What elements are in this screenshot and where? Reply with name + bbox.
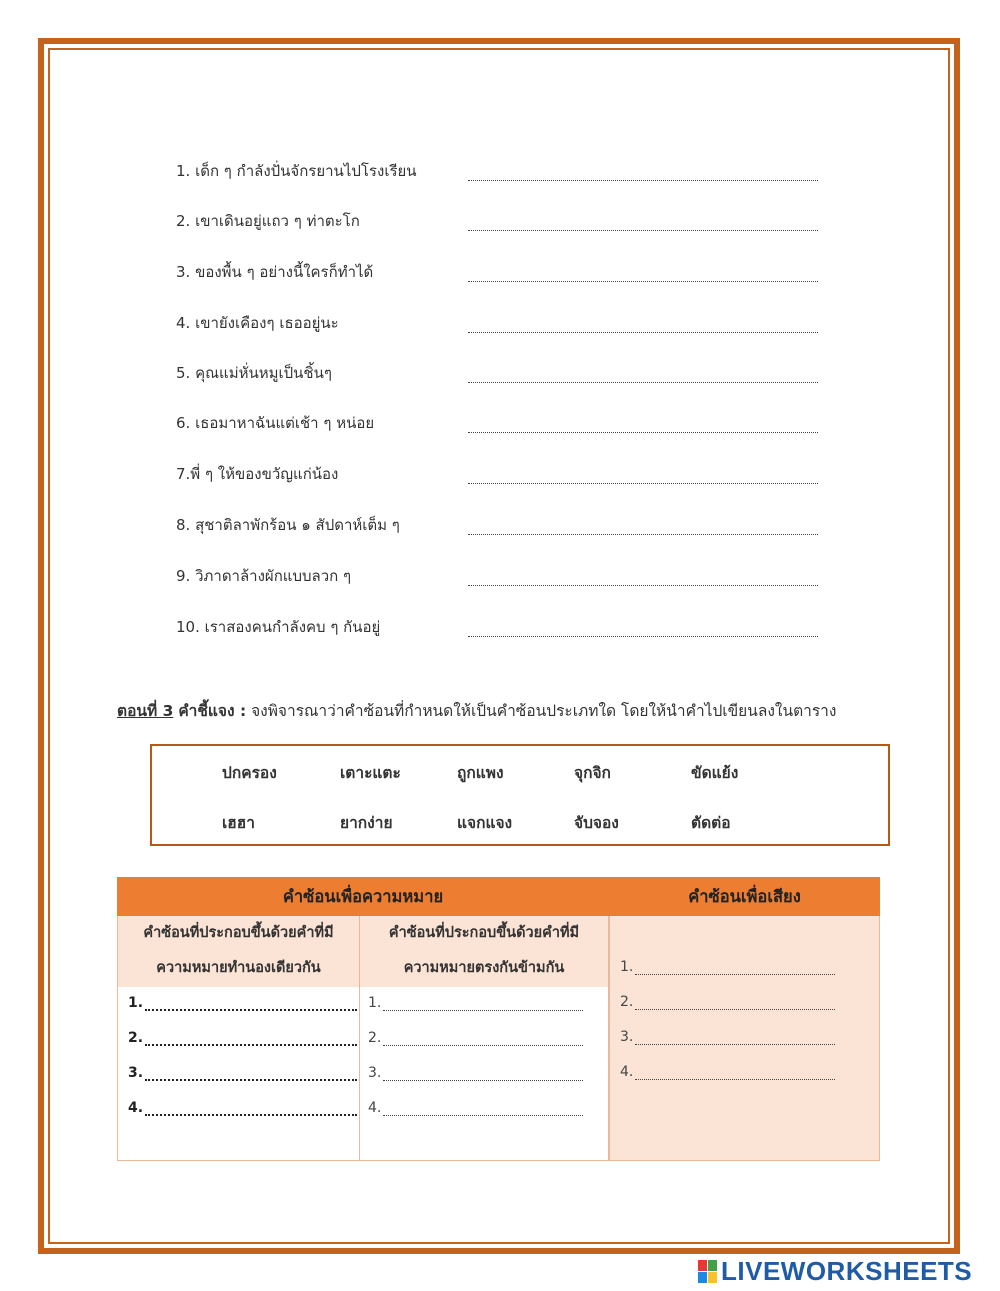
subheader-line: ความหมายตรงกันข้ามกัน bbox=[403, 960, 565, 976]
header-meaning: คำซ้อนเพื่อความหมาย bbox=[117, 877, 609, 916]
word-bank-item[interactable]: เตาะแตะ bbox=[340, 764, 401, 782]
answer-line[interactable] bbox=[128, 995, 357, 1011]
answer-input-2[interactable] bbox=[468, 216, 818, 231]
word-bank-item[interactable]: ถูกแพง bbox=[457, 764, 504, 782]
question-1 bbox=[176, 156, 836, 186]
column-same-meaning bbox=[117, 987, 360, 1161]
answer-line[interactable] bbox=[620, 959, 835, 975]
answer-line[interactable] bbox=[128, 1030, 357, 1046]
question-2 bbox=[176, 206, 836, 236]
liveworksheets-logo[interactable] bbox=[698, 1257, 972, 1285]
question-text: 2. เขาเดินอยู่แถว ๆ ท่าตะโก bbox=[176, 212, 360, 230]
answer-input-4[interactable] bbox=[468, 318, 818, 333]
question-text: 1. เด็ก ๆ กำลังปั่นจักรยานไปโรงเรียน bbox=[176, 162, 417, 180]
logo-block bbox=[708, 1272, 717, 1283]
answer-line[interactable] bbox=[368, 1100, 583, 1116]
question-7 bbox=[176, 459, 836, 489]
subheader-line: คำซ้อนที่ประกอบขึ้นด้วยคำที่มี bbox=[143, 925, 334, 941]
answer-input-8[interactable] bbox=[468, 520, 818, 535]
answer-line[interactable] bbox=[368, 1065, 583, 1081]
word-bank-item[interactable]: ยากง่าย bbox=[340, 814, 393, 832]
subheader-line: คำซ้อนที่ประกอบขึ้นด้วยคำที่มี bbox=[388, 925, 580, 941]
question-text: 6. เธอมาหาฉันแต่เช้า ๆ หน่อย bbox=[176, 414, 375, 432]
question-text: 4. เขายังเคืองๆ เธออยู่นะ bbox=[176, 314, 339, 332]
word-bank-item[interactable]: จับจอง bbox=[574, 814, 619, 832]
question-3 bbox=[176, 257, 836, 287]
answer-line[interactable] bbox=[620, 1064, 835, 1080]
question-9 bbox=[176, 561, 836, 591]
classification-table bbox=[117, 877, 880, 1161]
logo-block bbox=[698, 1260, 707, 1271]
line-number: 3. bbox=[128, 1065, 144, 1081]
part3-instruction bbox=[117, 698, 836, 724]
line-number: 2. bbox=[368, 1030, 382, 1046]
subheader-line: ความหมายทำนองเดียวกัน bbox=[156, 960, 321, 976]
question-5 bbox=[176, 358, 836, 388]
line-number: 1. bbox=[368, 995, 382, 1011]
logo-block bbox=[708, 1260, 717, 1271]
part3-text: จงพิจารณาว่าคำซ้อนที่กำหนดให้เป็นคำซ้อนประเภทใด โดยให้นำคำไปเขียนลงในตาราง bbox=[246, 702, 837, 720]
answer-input-3[interactable] bbox=[468, 267, 818, 282]
answer-line[interactable] bbox=[128, 1065, 357, 1081]
subheader-same-meaning bbox=[117, 916, 360, 987]
question-text: 3. ของพื้น ๆ อย่างนี้ใครก็ทำได้ bbox=[176, 263, 374, 281]
line-number: 4. bbox=[620, 1064, 634, 1080]
line-number: 2. bbox=[620, 994, 634, 1010]
question-8 bbox=[176, 510, 836, 540]
header-sound: คำซ้อนเพื่อเสียง bbox=[609, 877, 880, 916]
part3-keyword: คำชี้แจง : bbox=[178, 702, 247, 720]
word-bank-item[interactable]: แจกแจง bbox=[457, 814, 513, 832]
question-text: 10. เราสองคนกำลังคบ ๆ กันอยู่ bbox=[176, 618, 381, 636]
answer-input-9[interactable] bbox=[468, 571, 818, 586]
line-number: 3. bbox=[368, 1065, 382, 1081]
answer-input-7[interactable] bbox=[468, 469, 818, 484]
word-bank-item[interactable]: ปกครอง bbox=[222, 764, 277, 782]
word-bank bbox=[150, 744, 890, 846]
answer-input-10[interactable] bbox=[468, 622, 818, 637]
answer-line[interactable] bbox=[368, 995, 583, 1011]
brand-name: LIVEWORKSHEETS bbox=[721, 1255, 973, 1286]
question-6 bbox=[176, 408, 836, 438]
line-number: 4. bbox=[368, 1100, 382, 1116]
question-4 bbox=[176, 308, 836, 338]
logo-blocks-icon bbox=[698, 1260, 717, 1283]
answer-line[interactable] bbox=[128, 1100, 357, 1116]
line-number: 4. bbox=[128, 1100, 144, 1116]
question-text: 5. คุณแม่หั่นหมูเป็นชิ้นๆ bbox=[176, 364, 332, 382]
answer-input-5[interactable] bbox=[468, 368, 818, 383]
column-opposite-meaning bbox=[360, 987, 609, 1161]
logo-block bbox=[698, 1272, 707, 1283]
answer-input-6[interactable] bbox=[468, 418, 818, 433]
part3-label: ตอนที่ 3 bbox=[117, 702, 174, 720]
word-bank-item[interactable]: ขัดแย้ง bbox=[691, 764, 739, 782]
line-number: 3. bbox=[620, 1029, 634, 1045]
question-10 bbox=[176, 612, 836, 642]
answer-line[interactable] bbox=[620, 1029, 835, 1045]
line-number: 1. bbox=[128, 995, 144, 1011]
word-bank-item[interactable]: ตัดต่อ bbox=[691, 814, 731, 832]
word-bank-item[interactable]: จุกจิก bbox=[574, 764, 611, 782]
answer-line[interactable] bbox=[368, 1030, 583, 1046]
column-sound bbox=[609, 916, 880, 1161]
line-number: 2. bbox=[128, 1030, 144, 1046]
question-text: 8. สุชาติลาพักร้อน ๑ สัปดาห์เต็ม ๆ bbox=[176, 516, 400, 534]
line-number: 1. bbox=[620, 959, 634, 975]
subheader-opposite-meaning bbox=[360, 916, 609, 987]
word-bank-item[interactable]: เฮฮา bbox=[222, 814, 255, 832]
question-text: 9. วิภาดาล้างผักแบบลวก ๆ bbox=[176, 567, 352, 585]
question-text: 7.พี่ ๆ ให้ของขวัญแก่น้อง bbox=[176, 465, 339, 483]
answer-input-1[interactable] bbox=[468, 166, 818, 181]
answer-line[interactable] bbox=[620, 994, 835, 1010]
